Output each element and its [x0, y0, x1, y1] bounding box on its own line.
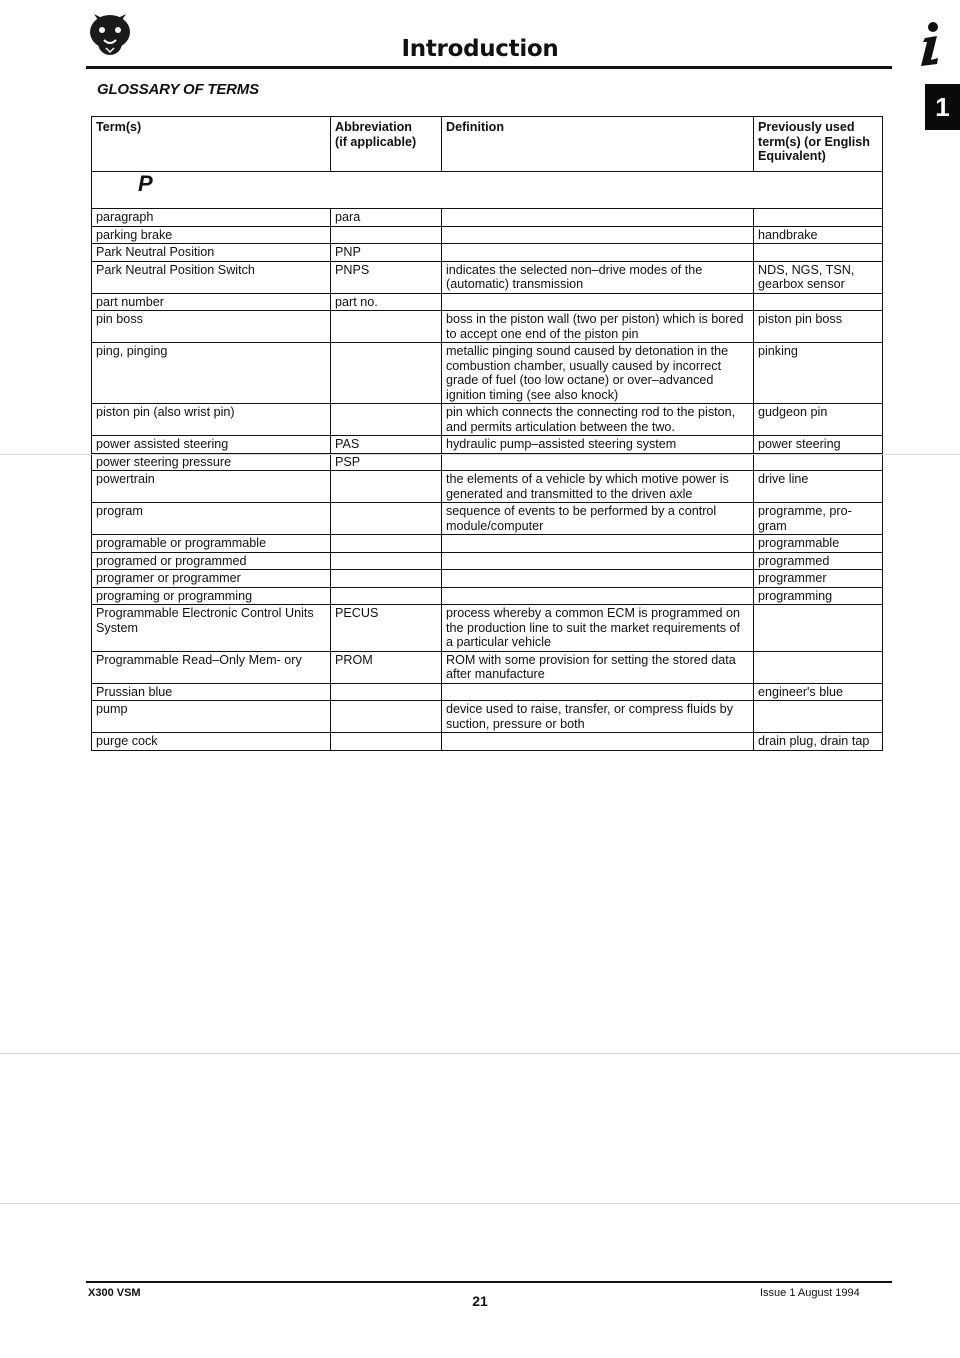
- term-cell: programer or programmer: [92, 570, 331, 588]
- definition-cell: [442, 226, 754, 244]
- definition-cell: hydraulic pump–assisted steering system: [442, 436, 754, 454]
- column-header-term: Term(s): [92, 117, 331, 172]
- definition-cell: [442, 552, 754, 570]
- column-header-abbreviation: Abbreviation (if applicable): [331, 117, 442, 172]
- table-row: [92, 733, 883, 751]
- term-cell: ping, pinging: [92, 343, 331, 404]
- previous-term-cell: pinking: [754, 343, 883, 404]
- previous-term-cell: [754, 605, 883, 652]
- table-row: [92, 701, 883, 733]
- abbreviation-cell: [331, 683, 442, 701]
- table-row: [92, 471, 883, 503]
- page-title: Introduction: [401, 36, 559, 62]
- abbreviation-cell: [331, 471, 442, 503]
- header-rule: [86, 66, 892, 69]
- definition-cell: [442, 733, 754, 751]
- previous-term-cell: piston pin boss: [754, 311, 883, 343]
- footer-rule: [86, 1281, 892, 1283]
- column-header-definition: Definition: [442, 117, 754, 172]
- section-letter: P: [92, 172, 883, 209]
- table-row: [92, 343, 883, 404]
- definition-cell: metallic pinging sound caused by detonation in the combustion chamber, usually caused by incorrect grade of fuel (too low octane) or over–advanced ignition timing (see also knock): [442, 343, 754, 404]
- abbreviation-cell: [331, 570, 442, 588]
- footer-manual-code: X300 VSM: [88, 1287, 141, 1299]
- table-row: [92, 683, 883, 701]
- definition-cell: sequence of events to be performed by a control module/computer: [442, 503, 754, 535]
- previous-term-cell: [754, 701, 883, 733]
- abbreviation-cell: para: [331, 209, 442, 227]
- previous-term-cell: drive line: [754, 471, 883, 503]
- scan-line: [0, 1053, 960, 1054]
- abbreviation-cell: PNP: [331, 244, 442, 262]
- abbreviation-cell: PROM: [331, 651, 442, 683]
- abbreviation-cell: [331, 701, 442, 733]
- term-cell: powertrain: [92, 471, 331, 503]
- term-cell: Park Neutral Position Switch: [92, 261, 331, 293]
- abbreviation-cell: [331, 404, 442, 436]
- previous-term-cell: [754, 244, 883, 262]
- abbreviation-cell: [331, 587, 442, 605]
- abbreviation-cell: part no.: [331, 293, 442, 311]
- term-cell: parking brake: [92, 226, 331, 244]
- table-row: [92, 436, 883, 454]
- column-header-previous-terms: Previously used term(s) (or English Equivalent): [754, 117, 883, 172]
- abbreviation-cell: [331, 503, 442, 535]
- page-number: 21: [472, 1293, 488, 1309]
- previous-term-cell: engineer's blue: [754, 683, 883, 701]
- definition-cell: [442, 587, 754, 605]
- info-icon: [916, 20, 942, 68]
- glossary-table: [91, 116, 883, 751]
- scan-line: [0, 1203, 960, 1204]
- term-cell: power steering pressure: [92, 453, 331, 471]
- term-cell: pin boss: [92, 311, 331, 343]
- footer-issue-date: Issue 1 August 1994: [760, 1287, 860, 1299]
- definition-cell: [442, 570, 754, 588]
- table-row: [92, 226, 883, 244]
- abbreviation-cell: [331, 535, 442, 553]
- table-row: [92, 293, 883, 311]
- previous-term-cell: programmable: [754, 535, 883, 553]
- previous-term-cell: [754, 651, 883, 683]
- term-cell: program: [92, 503, 331, 535]
- table-row: [92, 209, 883, 227]
- abbreviation-cell: [331, 226, 442, 244]
- scan-line: [0, 454, 960, 455]
- table-row: [92, 605, 883, 652]
- term-cell: Prussian blue: [92, 683, 331, 701]
- term-cell: programed or programmed: [92, 552, 331, 570]
- table-row: [92, 453, 883, 471]
- previous-term-cell: [754, 453, 883, 471]
- previous-term-cell: handbrake: [754, 226, 883, 244]
- table-row: [92, 570, 883, 588]
- table-row: [92, 503, 883, 535]
- definition-cell: [442, 683, 754, 701]
- letter-divider-row: [92, 172, 883, 209]
- table-row: [92, 261, 883, 293]
- abbreviation-cell: PSP: [331, 453, 442, 471]
- definition-cell: ROM with some provision for setting the stored data after manufacture: [442, 651, 754, 683]
- previous-term-cell: power steering: [754, 436, 883, 454]
- previous-term-cell: gudgeon pin: [754, 404, 883, 436]
- abbreviation-cell: PECUS: [331, 605, 442, 652]
- table-row: [92, 651, 883, 683]
- previous-term-cell: drain plug, drain tap: [754, 733, 883, 751]
- term-cell: purge cock: [92, 733, 331, 751]
- table-row: [92, 244, 883, 262]
- term-cell: programing or programming: [92, 587, 331, 605]
- definition-cell: [442, 535, 754, 553]
- previous-term-cell: NDS, NGS, TSN, gearbox sensor: [754, 261, 883, 293]
- definition-cell: pin which connects the connecting rod to the piston, and permits articulation between the two.: [442, 404, 754, 436]
- table-row: [92, 535, 883, 553]
- term-cell: Programmable Electronic Control Units System: [92, 605, 331, 652]
- table-header-row: [92, 117, 883, 172]
- section-tab: 1: [925, 84, 960, 130]
- abbreviation-cell: [331, 552, 442, 570]
- abbreviation-cell: [331, 311, 442, 343]
- definition-cell: [442, 209, 754, 227]
- previous-term-cell: programmer: [754, 570, 883, 588]
- term-cell: paragraph: [92, 209, 331, 227]
- term-cell: Park Neutral Position: [92, 244, 331, 262]
- previous-term-cell: programmed: [754, 552, 883, 570]
- term-cell: programable or programmable: [92, 535, 331, 553]
- term-cell: piston pin (also wrist pin): [92, 404, 331, 436]
- previous-term-cell: programme, pro- gram: [754, 503, 883, 535]
- definition-cell: [442, 244, 754, 262]
- definition-cell: process whereby a common ECM is programmed on the production line to suit the market requirements of a particular vehicle: [442, 605, 754, 652]
- previous-term-cell: [754, 209, 883, 227]
- abbreviation-cell: PNPS: [331, 261, 442, 293]
- term-cell: power assisted steering: [92, 436, 331, 454]
- definition-cell: boss in the piston wall (two per piston) which is bored to accept one end of the piston pin: [442, 311, 754, 343]
- abbreviation-cell: PAS: [331, 436, 442, 454]
- table-row: [92, 587, 883, 605]
- table-row: [92, 404, 883, 436]
- abbreviation-cell: [331, 343, 442, 404]
- term-cell: part number: [92, 293, 331, 311]
- previous-term-cell: [754, 293, 883, 311]
- table-row: [92, 311, 883, 343]
- glossary-heading: GLOSSARY OF TERMS: [97, 81, 259, 98]
- table-row: [92, 552, 883, 570]
- definition-cell: [442, 293, 754, 311]
- definition-cell: [442, 453, 754, 471]
- abbreviation-cell: [331, 733, 442, 751]
- previous-term-cell: programming: [754, 587, 883, 605]
- definition-cell: device used to raise, transfer, or compress fluids by suction, pressure or both: [442, 701, 754, 733]
- term-cell: Programmable Read–Only Mem- ory: [92, 651, 331, 683]
- term-cell: pump: [92, 701, 331, 733]
- definition-cell: indicates the selected non–drive modes of the (automatic) transmission: [442, 261, 754, 293]
- definition-cell: the elements of a vehicle by which motive power is generated and transmitted to the driven axle: [442, 471, 754, 503]
